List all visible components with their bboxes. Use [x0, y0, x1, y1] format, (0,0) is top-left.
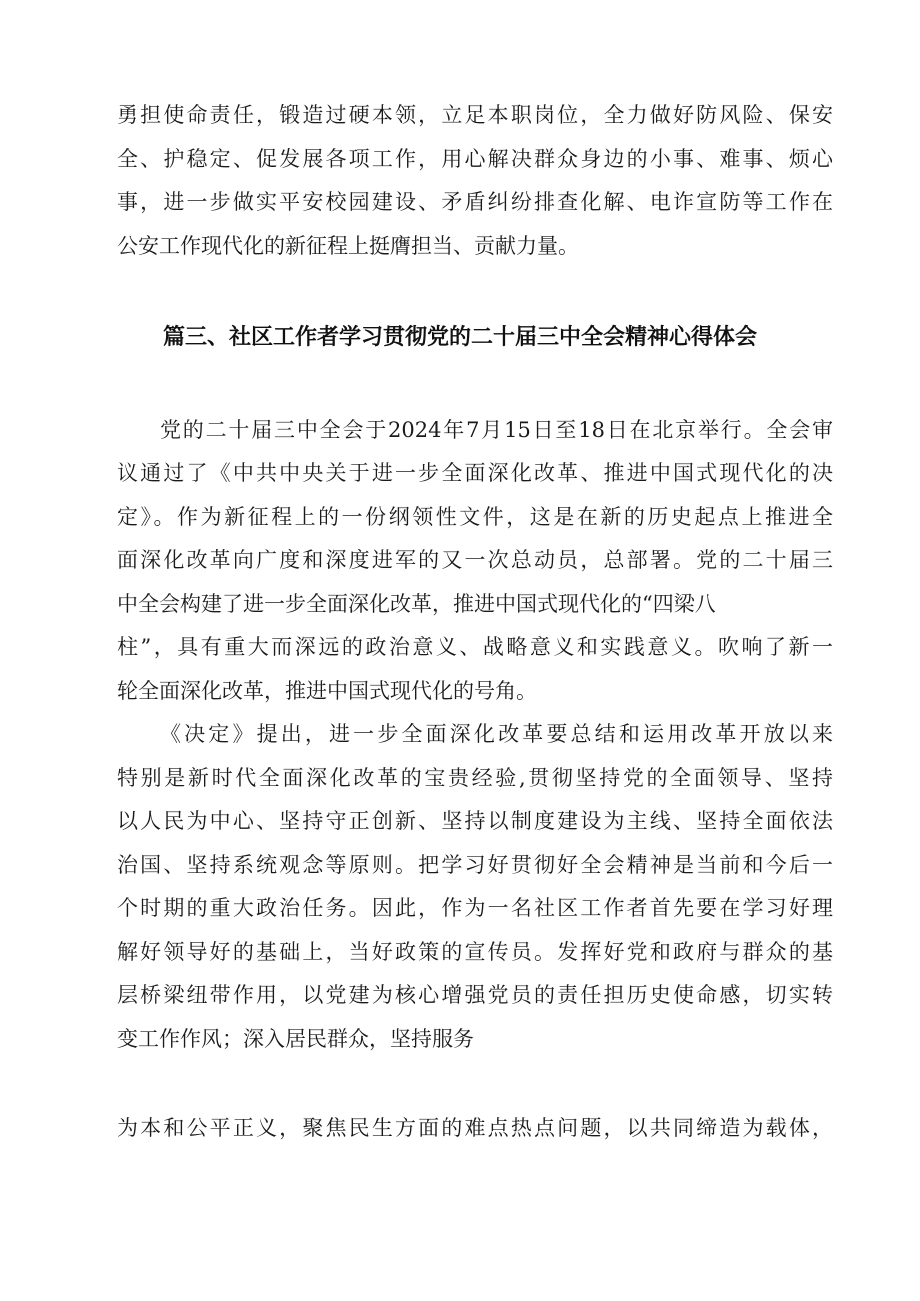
section-heading: 篇三、社区工作者学习贯彻党的二十届三中全会精神心得体会 [162, 325, 757, 350]
text-line: 特别是新时代全面深化改革的宝贵经验,贯彻坚持党的全面领导、坚持 [117, 766, 833, 790]
text-line: 公安工作现代化的新征程上挺膺担当、贡献力量。 [117, 234, 579, 258]
text-line: 轮全面深化改革，推进中国式现代化的号角。 [117, 679, 537, 703]
text-line: 解好领导好的基础上，当好政策的宣传员。发挥好党和政府与群众的基 [117, 940, 833, 964]
text-line: 柱”，具有重大而深远的政治意义、战略意义和实践意义。吹响了新一 [117, 635, 833, 659]
text-line: 面深化改革向广度和深度进军的又一次总动员，总部署。党的二十届三 [117, 548, 833, 572]
text-line: 以人民为中心、坚持守正创新、坚持以制度建设为主线、坚持全面依法 [117, 809, 833, 833]
text-line: 变工作作风；深入居民群众，坚持服务 [117, 1027, 474, 1051]
text-line: 议通过了《中共中央关于进一步全面深化改革、推进中国式现代化的决 [117, 461, 833, 485]
text-line: 治国、坚持系统观念等原则。把学习好贯彻好全会精神是当前和今后一 [117, 853, 833, 877]
text-line: 勇担使命责任，锻造过硬本领，立足本职岗位，全力做好防风险、保安 [117, 103, 833, 127]
text-line: 全、护稳定、促发展各项工作，用心解决群众身边的小事、难事、烦心 [117, 147, 833, 171]
text-line: 中全会构建了进一步全面深化改革，推进中国式现代化的“四梁八 [117, 592, 716, 616]
text-line: 事，进一步做实平安校园建设、矛盾纠纷排查化解、电诈宣防等工作在 [117, 190, 833, 214]
text-line: 《决定》提出，进一步全面深化改革要总结和运用改革开放以来 [160, 722, 833, 746]
text-line: 个时期的重大政治任务。因此，作为一名社区工作者首先要在学习好理 [117, 896, 833, 920]
text-line: 为本和公平正义，聚焦民生方面的难点热点问题，以共同缔造为载体， [117, 1116, 833, 1140]
text-line: 定》。作为新征程上的一份纲领性文件，这是在新的历史起点上推进全 [117, 505, 833, 529]
text-line: 层桥梁纽带作用，以党建为核心增强党员的责任担历史使命感，切实转 [117, 983, 833, 1007]
text-line: 党的二十届三中全会于2024年7月15日至18日在北京举行。全会审 [160, 418, 833, 442]
